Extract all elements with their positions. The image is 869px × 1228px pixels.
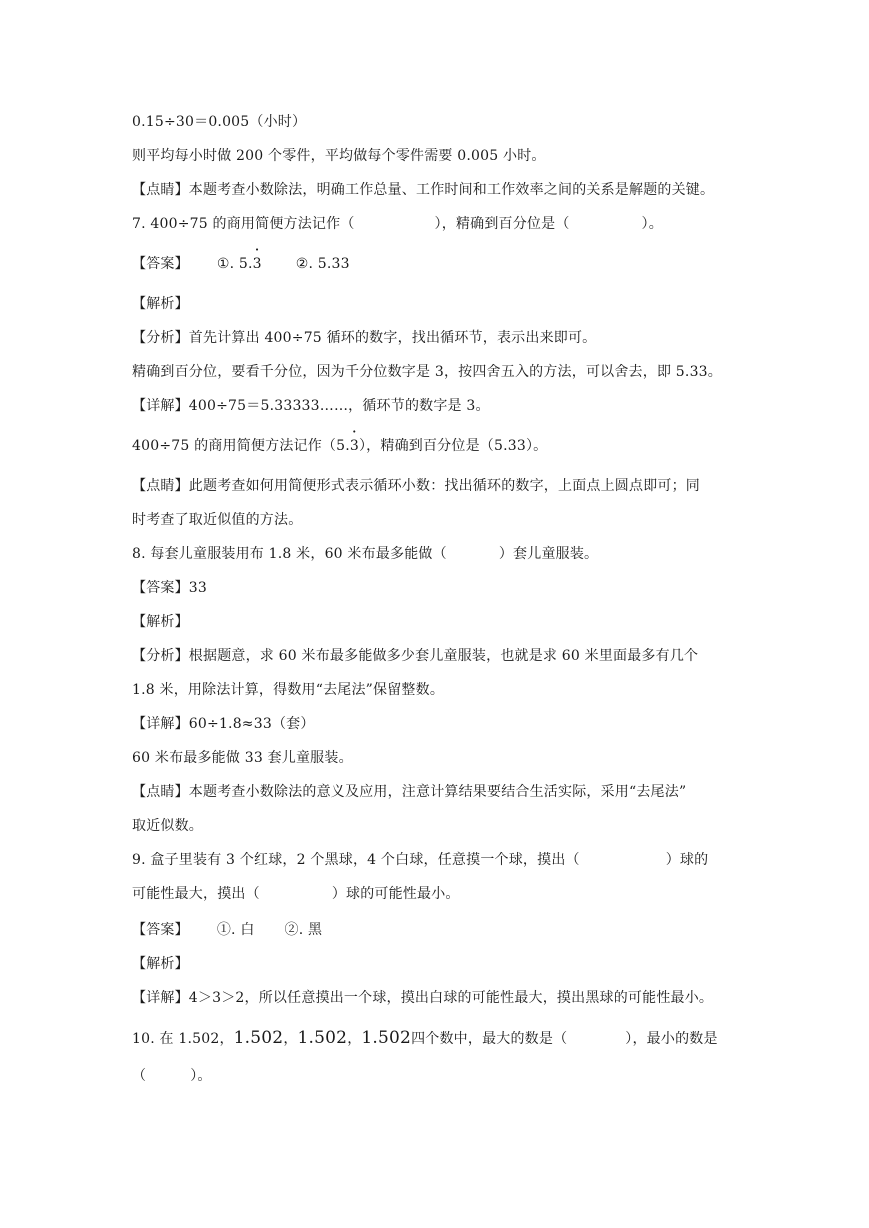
xiangjie-8 xyxy=(132,714,315,734)
text: 【解析】 xyxy=(132,956,189,972)
question-8 xyxy=(132,544,598,564)
text: 【分析】首先计算出 400÷75 循环的数字，找出循环节，表示出来即可。 xyxy=(132,330,597,346)
question-10-line1 xyxy=(132,1028,718,1049)
number-option-1 xyxy=(234,1028,284,1048)
question-text: ）。 xyxy=(641,216,663,232)
answer-2: ②. 5.33 xyxy=(295,256,350,272)
calc-line xyxy=(132,112,306,132)
text: 【解析】 xyxy=(132,296,189,312)
question-9-line2 xyxy=(132,884,460,904)
dianjing-line xyxy=(132,180,714,200)
repeating-digit: · 3 xyxy=(350,436,359,456)
question-text: ）套儿童服装。 xyxy=(498,546,599,562)
answer-9 xyxy=(132,920,322,940)
text: ），精确到百分位是（5.33）。 xyxy=(358,438,548,454)
text: 【详解】4＞3＞2，所以任意摸出一个球，摸出白球的可能性最大，摸出黑球的可能性最小。 xyxy=(132,990,714,1006)
text: 则平均每小时做 200 个零件，平均做每个零件需要 0.005 小时。 xyxy=(132,148,546,164)
separator: ， xyxy=(347,1031,362,1047)
result-8 xyxy=(132,748,353,768)
fenxi-8-line1 xyxy=(132,646,698,666)
question-text: 四个数中，最大的数是（ xyxy=(411,1031,568,1047)
precise-line xyxy=(132,362,722,382)
dianjing-8-line2 xyxy=(132,816,203,836)
text: 60 米布最多能做 33 套儿童服装。 xyxy=(132,750,353,766)
jiexi-7 xyxy=(132,294,189,314)
jiexi-8 xyxy=(132,612,189,632)
text: 【分析】根据题意，求 60 米布最多能做多少套儿童服装，也就是求 60 米里面最多有几个 xyxy=(132,648,699,664)
text: 1.8 米，用除法计算，得数用“去尾法”保留整数。 xyxy=(132,682,445,698)
question-text: 10. 在 1.502， xyxy=(132,1031,234,1047)
question-text: ）。 xyxy=(190,1068,212,1084)
text: 0.15÷30＝0.005（小时） xyxy=(132,114,307,130)
text: 【答案】33 xyxy=(132,580,208,596)
xiangjie-7 xyxy=(132,396,490,416)
result-7 xyxy=(132,436,547,456)
answer-1: ①. 白 xyxy=(216,922,255,938)
text: 【点睛】本题考查小数除法的意义及应用，注意计算结果要结合生活实际，采用“去尾法” xyxy=(132,784,687,800)
number-option-2 xyxy=(298,1028,348,1048)
text: 【点睛】此题考查如何用简便形式表示循环小数：找出循环的数字，上面点上圆点即可；同 xyxy=(132,478,700,494)
xiangjie-9 xyxy=(132,988,713,1008)
question-text: 7. 400÷75 的商用简便方法记作（ xyxy=(132,216,355,232)
question-7 xyxy=(132,214,663,234)
question-10-line2 xyxy=(132,1066,212,1086)
text: 精确到百分位，要看千分位，因为千分位数字是 3，按四舍五入的方法，可以舍去，即 5.33。 xyxy=(132,364,722,380)
question-text: ）球的 xyxy=(665,852,709,868)
question-text: ）球的可能性最小。 xyxy=(331,886,460,902)
question-text: （ xyxy=(132,1068,147,1084)
repeating-digit: · 3 xyxy=(253,254,262,274)
text: 【解析】 xyxy=(132,614,189,630)
answer-8 xyxy=(132,578,207,598)
answer-label: 【答案】 xyxy=(132,922,189,938)
answer-2: ②. 黑 xyxy=(284,922,323,938)
question-text: 可能性最大，摸出（ xyxy=(132,886,260,902)
question-text: 8. 每套儿童服装用布 1.8 米，60 米布最多能做（ xyxy=(132,546,447,562)
dianjing-7-line2 xyxy=(132,510,302,530)
jiexi-9 xyxy=(132,954,189,974)
fenxi-7 xyxy=(132,328,596,348)
number-text: 1.502 xyxy=(233,1028,284,1048)
question-text: ），精确到百分位是（ xyxy=(434,216,570,232)
answer-label: 【答案】 xyxy=(132,256,189,272)
separator: ， xyxy=(283,1031,298,1047)
answer-1: ①. 5. xyxy=(216,256,253,272)
text: 400÷75 的商用简便方法记作（5. xyxy=(132,438,350,454)
question-text: 9. 盒子里装有 3 个红球，2 个黑球，4 个白球，任意摸一个球，摸出（ xyxy=(132,852,580,868)
answer-7 xyxy=(132,254,350,274)
dianjing-7-line1 xyxy=(132,476,700,496)
number-text: 1.502 xyxy=(297,1028,348,1048)
answer-sentence xyxy=(132,146,546,166)
fenxi-8-line2 xyxy=(132,680,444,700)
number-option-3 xyxy=(361,1028,411,1048)
number-text: 1.502 xyxy=(361,1028,412,1048)
text: 【详解】400÷75＝5.33333……，循环节的数字是 3。 xyxy=(132,398,490,414)
question-9-line1 xyxy=(132,850,708,870)
text: 【详解】60÷1.8≈33（套） xyxy=(132,716,315,732)
text: 取近似数。 xyxy=(132,818,203,834)
text: 【点睛】本题考查小数除法，明确工作总量、工作时间和工作效率之间的关系是解题的关键。 xyxy=(132,182,715,198)
text: 时考查了取近似值的方法。 xyxy=(132,512,303,528)
dianjing-8-line1 xyxy=(132,782,686,802)
question-text: ），最小的数是 xyxy=(625,1031,718,1047)
